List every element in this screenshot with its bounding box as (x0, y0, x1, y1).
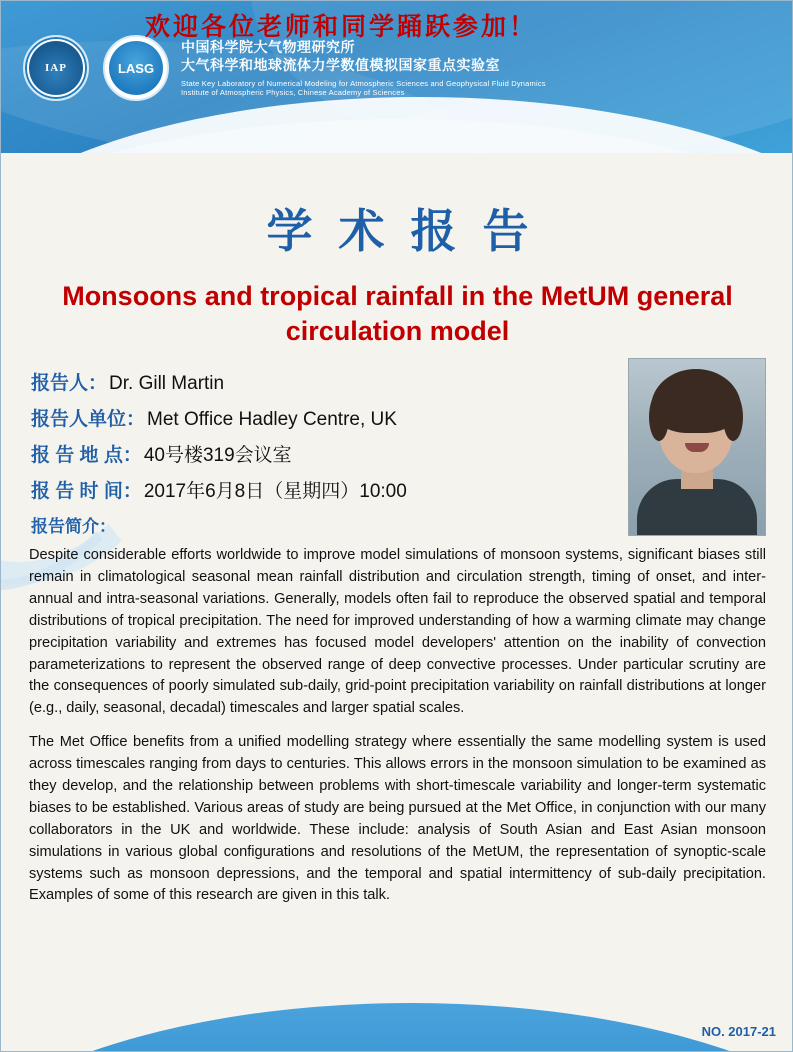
org-name-en-line1: State Key Laboratory of Numerical Modeling for Atmospheric Sciences and Geophysical Fluid Dynamics (181, 78, 546, 88)
info-label-affiliation: 报告人单位： (31, 409, 146, 431)
poster-footer (1, 985, 793, 1051)
abstract-block (1, 545, 793, 907)
iap-logo-label: IAP (29, 41, 83, 95)
welcome-message: 欢迎各位老师和同学踊跃参加！ (144, 14, 537, 41)
lasg-logo-label: LASG (109, 41, 163, 95)
info-label-time: 报 告 时 间： (31, 481, 142, 503)
speaker-photo (628, 358, 766, 536)
abstract-paragraph-1: Despite considerable efforts worldwide to improve model simulations of monsoon systems, significant biases still remain in climatological seasonal mean rainfall distribution and circulation strength, timing of onset, and inter-annual and intra-seasonal variations. Generally, models often fail to reproduce the observed spatial and temporal distributions of tropical precipitation. The need for improved understanding of how a warming climate may change precipitation variability and extremes has focused model developers' attention on the inability of convection parameterizations to represent the observed range of deep convective processes. Under particular scrutiny are the consequences of poorly simulated sub-daily, grid-point precipitation variability on rainfall distributions at longer (e.g., daily, seasonal, decadal) timescales and larger spatial scales. (29, 547, 766, 717)
page-title-en: Monsoons and tropical rainfall in the MetUM general circulation model (62, 281, 733, 346)
info-value-location: 40号楼319会议室 (143, 445, 292, 467)
organization-block (181, 39, 546, 98)
poster-body (1, 151, 793, 919)
iap-logo-ring (25, 37, 87, 99)
org-name-en-line2: Institute of Atmospheric Physics, Chinese Academy of Sciences (181, 88, 405, 98)
logo-group (23, 35, 169, 101)
info-value-time: 2017年6月8日（星期四）10:00 (143, 481, 407, 503)
footer-decor-wave (1, 1003, 793, 1051)
info-value-speaker: Dr. Gill Martin (109, 373, 225, 395)
abstract-paragraph-2: The Met Office benefits from a unified modelling strategy where essentially the same modelling system is used across timescales ranging from days to centuries. This allows errors in the monsoon simulation to be examined as they develop, and the relationship between problems with short-timescale variability and longer-term systematic biases to be established. Various areas of study are being pursued at the Met Office, in conjunction with our many collaborators in the UK and worldwide. These include: analysis of South Asian and East Asian monsoon simulations in various global configurations and resolutions of the MetUM, the representation of synoptic-scale systems such as monsoon depressions, and the temporal and spatial intermittency of sub-daily precipitation. Examples of some of this research are given in this talk. (29, 734, 766, 904)
page-title-cn: 学术报告 (266, 206, 555, 257)
info-label-location: 报 告 地 点： (31, 445, 142, 467)
lasg-logo-icon (103, 35, 169, 101)
org-name-cn-line1: 中国科学院大气物理研究所 (181, 39, 355, 55)
iap-logo-icon (23, 35, 89, 101)
info-label-speaker: 报告人： (31, 373, 108, 395)
info-value-affiliation: Met Office Hadley Centre, UK (147, 409, 397, 431)
abstract-heading: 报告简介： (31, 517, 116, 537)
seminar-info-block (1, 368, 793, 537)
org-name-cn-line2: 大气科学和地球流体力学数值模拟国家重点实验室 (181, 56, 500, 73)
poster-number: NO. 2017-21 (701, 1024, 776, 1039)
photo-hair-right (723, 393, 743, 441)
photo-hair-left (649, 393, 669, 441)
